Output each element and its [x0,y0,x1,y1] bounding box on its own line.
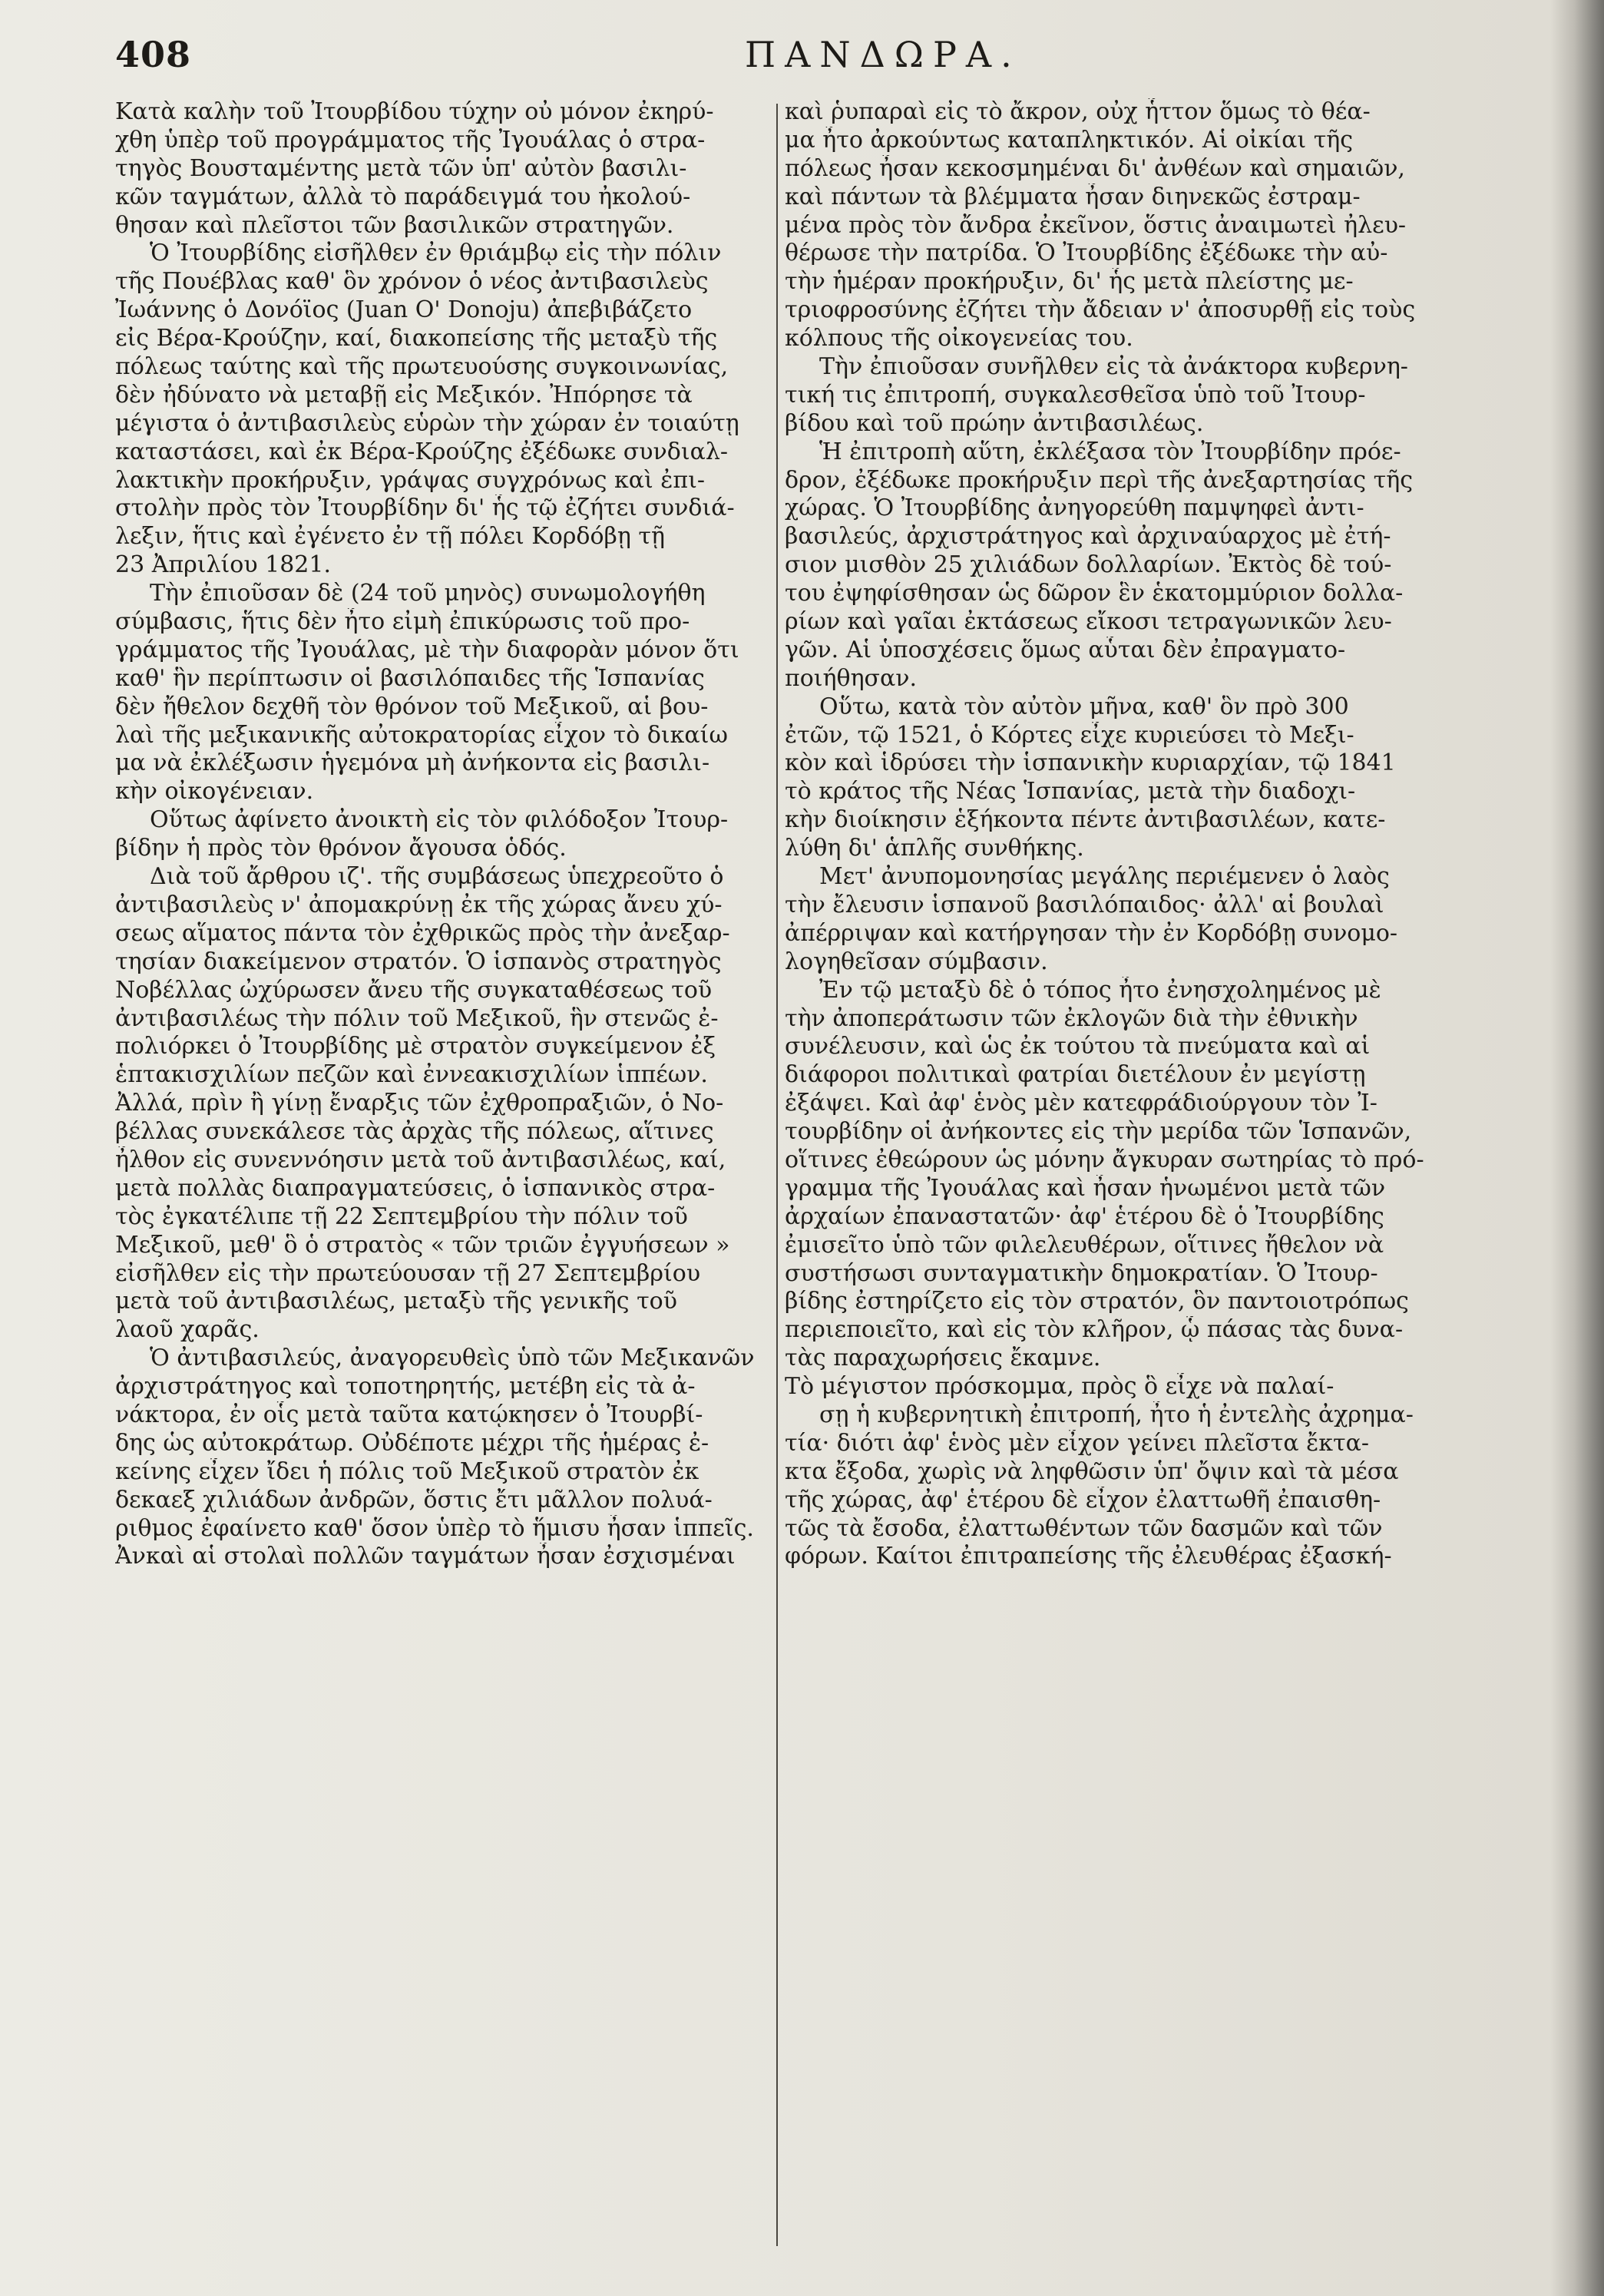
text-line: βασιλεύς, ἀρχιστράτηγος καὶ ἀρχιναύαρχος μὲ ἐτή- [785,523,1391,551]
text-line: Ἡ ἐπιτροπὴ αὕτη, ἐκλέξασα τὸν Ἰτουρβίδην πρόε- [819,438,1401,465]
text-line: κὴν οἰκογένειαν. [115,778,314,806]
text-line: τὸ κράτος τῆς Νέας Ἱσπανίας, μετὰ τὴν διαδοχι- [785,778,1356,806]
text-line: δης ὡς αὐτοκράτωρ. Οὐδέποτε μέχρι τῆς ἡμέρας ἐ- [115,1429,709,1457]
text-line: φόρων. Καίτοι ἐπιτραπείσης τῆς ἐλευθέρας ἐξασκή- [785,1543,1392,1570]
text-line: λακτικὴν προκήρυξιν, γράψας συγχρόνως καὶ ἐπι- [115,466,706,494]
text-line: γράμματος τῆς Ἰγουάλας, μὲ τὴν διαφορὰν μόνον ὅτι [115,636,739,663]
text-line: δεκαεξ χιλιάδων ἀνδρῶν, ὅστις ἔτι μᾶλλον πολυά- [115,1486,713,1514]
text-line: βίδου καὶ τοῦ πρώην ἀντιβασιλέως. [785,409,1204,437]
page-header [115,34,1536,88]
text-line: τουρβίδην οἱ ἀνήκοντες εἰς τὴν μερίδα τῶν Ἱσπανῶν, [785,1118,1412,1146]
text-line: τὸς ἐγκατέλιπε τῇ 22 Σεπτεμβρίου τὴν πόλιν τοῦ [115,1203,688,1230]
text-line: μα νὰ ἐκλέξωσιν ἡγεμόνα μὴ ἀνήκοντα εἰς βασιλι- [115,749,710,777]
text-line: πόλεως ταύτης καὶ τῆς πρωτευούσης συγκοινωνίας, [115,353,729,381]
book-spine-shadow [1550,0,1604,2296]
text-line: λαὶ τῆς μεξικανικῆς αὐτοκρατορίας εἶχον τὸ δικαίω [115,721,728,749]
text-line: καταστάσει, καὶ ἐκ Βέρα-Κρούζης ἐξέδωκε συνδιαλ- [115,438,728,465]
text-line: λαοῦ χαρᾶς. [115,1316,260,1344]
text-line: καὶ πάντων τὰ βλέμματα ἦσαν διηνεκῶς ἐστραμ- [785,183,1361,210]
text-line: οἵτινες ἐθεώρουν ὡς μόνην ἄγκυραν σωτηρίας τὸ πρό- [785,1146,1424,1173]
text-line: λεξιν, ἥτις καὶ ἐγένετο ἐν τῇ πόλει Κορδόβῃ τῇ [115,523,665,551]
text-line: ἐμισεῖτο ὑπὸ τῶν φιλελευθέρων, οἵτινες ἤθελον νὰ [785,1231,1384,1259]
text-line: τὰς παραχωρήσεις ἔκαμνε. [785,1345,1101,1372]
text-line: Ὁ ἀντιβασιλεύς, ἀναγορευθεὶς ὑπὸ τῶν Μεξικανῶν [150,1345,755,1372]
right-text-column [785,98,1437,1571]
text-line: μέγιστα ὁ ἀντιβασιλεὺς εὑρὼν τὴν χώραν ἐν τοιαύτῃ [115,409,739,437]
text-line: ἦλθον εἰς συνεννόησιν μετὰ τοῦ ἀντιβασιλέως, καί, [115,1146,726,1173]
text-line: περιεποιεῖτο, καὶ εἰς τὸν κλῆρον, ᾧ πάσας τὰς δυνα- [785,1316,1404,1344]
text-line: βίδην ἡ πρὸς τὸν θρόνον ἄγουσα ὁδός. [115,835,567,862]
text-line: Οὕτω, κατὰ τὸν αὐτὸν μῆνα, καθ' ὃν πρὸ 300 [819,693,1349,720]
text-line: σιον μισθὸν 25 χιλιάδων δολλαρίων. Ἐκτὸς δὲ τού- [785,551,1392,579]
text-line: βέλλας συνεκάλεσε τὰς ἀρχὰς τῆς πόλεως, αἵτινες [115,1118,714,1146]
column-divider [776,104,778,2246]
text-line: Μεξικοῦ, μεθ' ὃ ὁ στρατὸς « τῶν τριῶν ἐγγυήσεων » [115,1231,730,1259]
page-number: 408 [115,34,192,75]
text-line: κὴν διοίκησιν ἑξήκοντα πέντε ἀντιβασιλέων, κατε- [785,806,1386,834]
text-line: κὸν καὶ ἱδρύσει τὴν ἱσπανικὴν κυριαρχίαν, τῷ 1841 [785,749,1396,777]
text-line: σῃ ἡ κυβερνητικὴ ἐπιτροπή, ἦτο ἡ ἐντελὴς ἀχρημα- [819,1401,1414,1428]
text-line: στολὴν πρὸς τὸν Ἰτουρβίδην δι' ἧς τῷ ἐζήτει συνδιά- [115,495,735,522]
text-line: Ἀνκαὶ αἱ στολαὶ πολλῶν ταγμάτων ἦσαν ἐσχισμέναι [115,1543,736,1570]
text-line: Νοβέλλας ὠχύρωσεν ἄνευ τῆς συγκαταθέσεως τοῦ [115,976,713,1004]
text-line: πόλεως ἦσαν κεκοσμημέναι δι' ἀνθέων καὶ σημαιῶν, [785,154,1405,182]
text-line: μετὰ τοῦ ἀντιβασιλέως, μεταξὺ τῆς γενικῆς τοῦ [115,1288,677,1315]
text-line: Κατὰ καλὴν τοῦ Ἰτουρβίδου τύχην οὐ μόνον ἐκηρύ- [115,98,714,125]
text-line: δρον, ἐξέδωκε προκήρυξιν περὶ τῆς ἀνεξαρτησίας τῆς [785,466,1413,494]
text-line: τὴν ἔλευσιν ἱσπανοῦ βασιλόπαιδος· ἀλλ' αἱ βουλαὶ [785,891,1384,918]
text-line: σεως αἵματος πάντα τὸν ἐχθρικῶς πρὸς τὴν ἀνεξαρ- [115,919,730,947]
running-title: ΠΑΝΔΩΡΑ. [745,34,1021,75]
text-line: συστήσωσι συνταγματικὴν δημοκρατίαν. Ὁ Ἰτουρ- [785,1259,1378,1287]
text-line: καθ' ἣν περίπτωσιν οἱ βασιλόπαιδες τῆς Ἱσπανίας [115,664,705,692]
text-line: τῆς Πουέβλας καθ' ὃν χρόνον ὁ νέος ἀντιβασιλεὺς [115,268,709,296]
text-line: μετὰ πολλὰς διαπραγματεύσεις, ὁ ἱσπανικὸς στρα- [115,1174,716,1202]
text-line: κῶν ταγμάτων, ἀλλὰ τὸ παράδειγμά του ἠκολού- [115,183,691,210]
text-line: Τὴν ἐπιοῦσαν δὲ (24 τοῦ μηνὸς) συνωμολογήθη [150,580,706,607]
text-line: ἀντιβασιλεὺς ν' ἀπομακρύνῃ ἐκ τῆς χώρας ἄνευ χύ- [115,891,723,918]
text-line: βίδης ἐστηρίζετο εἰς τὸν στρατόν, ὃν παντοιοτρόπως [785,1288,1409,1315]
text-line: καὶ ῥυπαραὶ εἰς τὸ ἄκρον, οὐχ ἧττον ὅμως τὸ θέα- [785,98,1371,125]
text-line: συνέλευσιν, καὶ ὡς ἐκ τούτου τὰ πνεύματα καὶ αἱ [785,1033,1371,1060]
text-line: μένα πρὸς τὸν ἄνδρα ἐκεῖνον, ὅστις ἀναιμωτεὶ ἠλευ- [785,211,1407,239]
text-line: Ὁ Ἰτουρβίδης εἰσῆλθεν ἐν θριάμβῳ εἰς τὴν πόλιν [150,240,722,267]
text-line: τῶς τὰ ἔσοδα, ἐλαττωθέντων τῶν δασμῶν καὶ τῶν [785,1514,1383,1542]
text-line: λογηθεῖσαν σύμβασιν. [785,948,1048,975]
text-line: κείνης εἶχεν ἴδει ἡ πόλις τοῦ Μεξικοῦ στρατὸν ἐκ [115,1457,699,1485]
left-text-column [115,98,779,1571]
text-line: Οὕτως ἀφίνετο ἀνοικτὴ εἰς τὸν φιλόδοξον Ἰτουρ- [150,806,729,834]
text-line: τία· διότι ἀφ' ἑνὸς μὲν εἶχον γείνει πλεῖστα ἔκτα- [785,1429,1370,1457]
text-line: ἀντιβασιλέως τὴν πόλιν τοῦ Μεξικοῦ, ἣν στενῶς ἐ- [115,1004,719,1032]
text-line: θησαν καὶ πλεῖστοι τῶν βασιλικῶν στρατηγῶν. [115,211,674,239]
text-line: ἑπτακισχιλίων πεζῶν καὶ ἐννεακισχιλίων ἱππέων. [115,1061,708,1089]
text-line: νάκτορα, ἐν οἷς μετὰ ταῦτα κατῴκησεν ὁ Ἰτουρβί- [115,1401,703,1428]
text-line: Μετ' ἀνυπομονησίας μεγάλης περιέμενεν ὁ λαὸς [819,863,1390,891]
text-line: χθη ὑπὲρ τοῦ προγράμματος τῆς Ἰγουάλας ὁ στρα- [115,126,706,154]
text-line: θέρωσε τὴν πατρίδα. Ὁ Ἰτουρβίδης ἐξέδωκε τὴν αὐ- [785,240,1388,267]
text-line: σύμβασις, ἥτις δὲν ἦτο εἰμὴ ἐπικύρωσις τοῦ προ- [115,608,690,636]
text-line: εἰς Βέρα-Κρούζην, καί, διακοπείσης τῆς μεταξὺ τῆς [115,325,718,352]
text-line: ἐτῶν, τῷ 1521, ὁ Κόρτες εἶχε κυριεύσει τὸ Μεξι- [785,721,1354,749]
text-line: ἐξάψει. Καὶ ἀφ' ἑνὸς μὲν κατεφράδιούργουν τὸν Ἰ- [785,1090,1377,1117]
text-line: Ἐν τῷ μεταξὺ δὲ ὁ τόπος ἦτο ἐνησχολημένος μὲ [819,976,1381,1004]
text-line: του ἐψηφίσθησαν ὡς δῶρον ἓν ἑκατομμύριον δολλα- [785,580,1404,607]
text-line: Ἰωάννης ὁ Δονόϊος (Juan O' Donoju) ἀπεβιβάζετο [115,296,693,324]
text-line: κόλπους τῆς οἰκογενείας του. [785,325,1133,352]
text-line: Τὴν ἐπιοῦσαν συνῆλθεν εἰς τὰ ἀνάκτορα κυβερνη- [819,353,1408,381]
text-line: τηγὸς Βουσταμέντης μετὰ τῶν ὑπ' αὐτὸν βασιλι- [115,154,687,182]
text-line: δὲν ἠδύνατο νὰ μεταβῇ εἰς Μεξικόν. Ἠπόρησε τὰ [115,381,693,409]
text-line: ἀπέρριψαν καὶ κατήργησαν τὴν ἐν Κορδόβῃ συνομο- [785,919,1398,947]
text-line: δὲν ἤθελον δεχθῆ τὸν θρόνον τοῦ Μεξικοῦ, αἱ βου- [115,693,709,720]
text-line: Ἀλλά, πρὶν ἢ γίνῃ ἔναρξις τῶν ἐχθροπραξιῶν, ὁ Νο- [115,1090,724,1117]
text-line: Τὸ μέγιστον πρόσκομμα, πρὸς ὃ εἶχε νὰ παλαί- [785,1373,1334,1401]
text-line: ποιήθησαν. [785,664,918,692]
text-line: τική τις ἐπιτροπή, συγκαλεσθεῖσα ὑπὸ τοῦ Ἰτουρ- [785,381,1366,409]
text-line: εἰσῆλθεν εἰς τὴν πρωτεύουσαν τῇ 27 Σεπτεμβρίου [115,1259,701,1287]
text-line: τῆς χώρας, ἀφ' ἑτέρου δὲ εἶχον ἐλαττωθῆ ἐπαισθη- [785,1486,1381,1514]
text-line: κτα ἔξοδα, χωρὶς νὰ ληφθῶσιν ὑπ' ὄψιν καὶ τὰ μέσα [785,1457,1399,1485]
text-line: τησίαν διακείμενον στρατόν. Ὁ ἱσπανὸς στρατηγὸς [115,948,722,975]
text-line: τριοφροσύνης ἐζήτει τὴν ἄδειαν ν' ἀποσυρθῇ εἰς τοὺς [785,296,1416,324]
text-line: 23 Ἀπριλίου 1821. [115,551,331,579]
text-line: πολιόρκει ὁ Ἰτουρβίδης μὲ στρατὸν συγκείμενον ἐξ [115,1033,716,1060]
text-line: χώρας. Ὁ Ἰτουρβίδης ἀνηγορεύθη παμψηφεὶ ἀντι- [785,495,1364,522]
text-line: τὴν ἀποπεράτωσιν τῶν ἐκλογῶν διὰ τὴν ἐθνικὴν [785,1004,1358,1032]
text-line: μα ἦτο ἀρκούντως καταπληκτικόν. Αἱ οἰκίαι τῆς [785,126,1354,154]
text-line: διάφοροι πολιτικαὶ φατρίαι διετέλουν ἐν μεγίστῃ [785,1061,1366,1089]
text-line: ἀρχιστράτηγος καὶ τοποτηρητής, μετέβη εἰς τὰ ἀ- [115,1373,696,1401]
text-line: γραμμα τῆς Ἰγουάλας καὶ ἦσαν ἡνωμένοι μετὰ τῶν [785,1174,1386,1202]
text-line: ριθμος ἐφαίνετο καθ' ὅσον ὑπὲρ τὸ ἥμισυ ἦσαν ἱππεῖς. [115,1514,754,1542]
text-line: λύθη δι' ἁπλῆς συνθήκης. [785,835,1084,862]
text-line: ἀρχαίων ἐπαναστατῶν· ἀφ' ἑτέρου δὲ ὁ Ἰτουρβίδης [785,1203,1384,1230]
text-line: γῶν. Αἱ ὑποσχέσεις ὅμως αὗται δὲν ἐπραγματο- [785,636,1346,663]
text-line: τὴν ἡμέραν προκήρυξιν, δι' ἧς μετὰ πλείστης με- [785,268,1354,296]
text-line: ρίων καὶ γαῖαι ἐκτάσεως εἴκοσι τετραγωνικῶν λευ- [785,608,1392,636]
text-line: Διὰ τοῦ ἄρθρου ιζ'. τῆς συμβάσεως ὑπεχρεοῦτο ὁ [150,863,724,891]
